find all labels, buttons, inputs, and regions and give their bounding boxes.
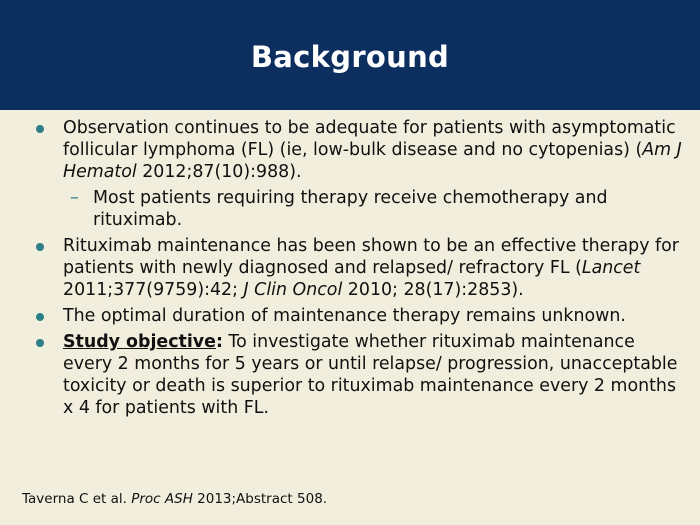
header-bar bbox=[0, 0, 700, 110]
slide-content bbox=[0, 117, 700, 423]
bullet-study-objective bbox=[0, 331, 700, 419]
bullet-text: Rituximab maintenance has been shown to be an effective therapy for patients with newly diagnosed and relapsed/ refractory FL (Lancet 2011;377(9759):42; J Clin Oncol 2010; 28(17):2853). bbox=[63, 236, 679, 300]
bullet-dot-icon bbox=[36, 339, 44, 347]
journal-citation: Am J Hematol bbox=[63, 140, 682, 182]
footer-citation: Taverna C et al. Proc ASH 2013;Abstract 508. bbox=[22, 491, 328, 507]
page-title: Background bbox=[250, 39, 450, 74]
bullet-dot-icon bbox=[36, 125, 44, 133]
study-objective-label: Study objective bbox=[63, 332, 216, 352]
bullet-observation bbox=[0, 117, 700, 183]
journal-citation: J Clin Oncol bbox=[243, 280, 343, 300]
journal-citation: Lancet bbox=[581, 258, 641, 278]
bullet-optimal-duration bbox=[0, 305, 700, 327]
bullet-dot-icon bbox=[36, 243, 44, 251]
bullet-text: Study objective: To investigate whether rituximab maintenance every 2 months for 5 years or until relapse/ progression, unacceptable toxicity or death is superior to rituximab maintenance every 2 months x 4 for patients with FL. bbox=[63, 332, 678, 418]
subbullet-chemotherapy bbox=[0, 187, 700, 231]
subbullet-text: Most patients requiring therapy receive chemotherapy and rituximab. bbox=[93, 188, 608, 230]
bullet-text: The optimal duration of maintenance therapy remains unknown. bbox=[63, 306, 626, 326]
bullet-dot-icon bbox=[36, 313, 44, 321]
footer-journal: Proc ASH bbox=[131, 491, 193, 507]
dash-icon: – bbox=[70, 188, 79, 208]
bullet-text: Observation continues to be adequate for patients with asymptomatic follicular lymphoma (FL) (ie, low-bulk disease and no cytopenias) (Am J Hematol 2012;87(10):988). bbox=[63, 118, 682, 182]
bullet-rituximab-maintenance bbox=[0, 235, 700, 301]
